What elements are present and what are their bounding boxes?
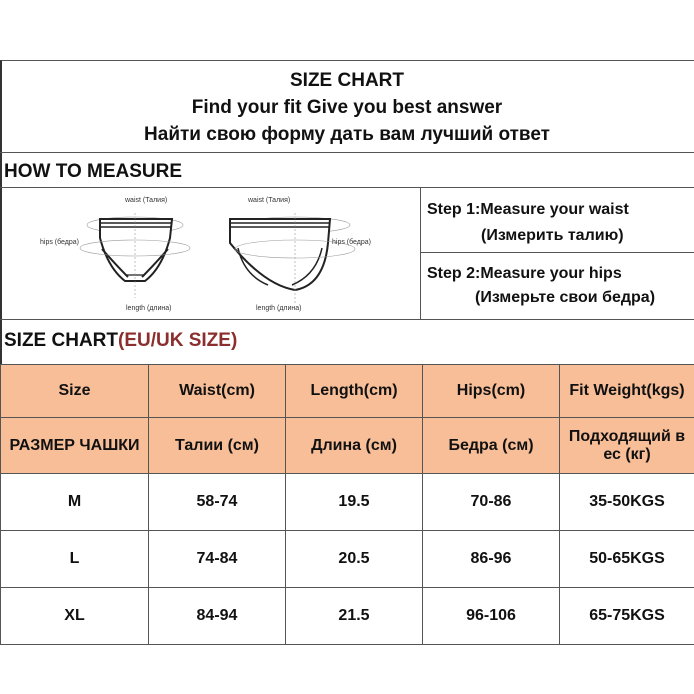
table-row — [1, 531, 694, 588]
table-header-row-russian — [1, 418, 694, 474]
table-cell: 20.5 — [286, 531, 423, 588]
divider — [0, 152, 694, 153]
subtitle-english: Find your fit Give you best answer — [191, 97, 503, 118]
table-cell: 58-74 — [149, 474, 286, 531]
brief-back-illustration — [230, 213, 355, 303]
table-cell: 84-94 — [149, 588, 286, 645]
header-cell: РАЗМЕР ЧАШКИ — [1, 418, 149, 474]
header-cell: Length(cm) — [286, 365, 423, 418]
size-chart-heading — [4, 330, 237, 352]
size-chart-heading-accent: (EU/UK SIZE) — [118, 330, 238, 351]
size-table — [0, 364, 694, 645]
table-row — [1, 474, 694, 531]
length-label: length (длина) — [256, 305, 302, 312]
chart-header — [0, 60, 694, 152]
chart-title: SIZE CHART — [290, 70, 404, 91]
step-2-text: Step 2:Measure your hips — [427, 265, 622, 282]
hips-label: hips (бедра) — [332, 239, 371, 246]
waist-label: waist (Талия) — [125, 197, 168, 204]
header-cell: Длина (см) — [286, 418, 423, 474]
step-1-text: Step 1:Measure your waist — [427, 201, 629, 218]
header-cell: Подходящий в ес (кг) — [560, 418, 694, 474]
waist-label: waist (Талия) — [248, 197, 291, 204]
header-cell: Hips(cm) — [423, 365, 560, 418]
table-cell: M — [1, 474, 149, 531]
table-row — [1, 588, 694, 645]
table-header-row-english — [1, 365, 694, 418]
header-cell: Waist(cm) — [149, 365, 286, 418]
table-cell: XL — [1, 588, 149, 645]
table-cell: 21.5 — [286, 588, 423, 645]
header-cell: Fit Weight(kgs) — [560, 365, 694, 418]
table-cell: 96-106 — [423, 588, 560, 645]
hips-label: hips (бедра) — [40, 239, 79, 246]
header-cell: Талии (см) — [149, 418, 286, 474]
subtitle-russian: Найти свою форму дать вам лучший ответ — [144, 124, 550, 145]
table-cell: L — [1, 531, 149, 588]
how-to-measure-heading: HOW TO MEASURE — [4, 161, 183, 182]
table-cell: 65-75KGS — [560, 588, 694, 645]
measure-steps — [420, 188, 694, 319]
brief-front-illustration — [80, 213, 190, 298]
measurement-diagram — [30, 193, 410, 313]
table-cell: 86-96 — [423, 531, 560, 588]
divider — [421, 252, 694, 253]
table-cell: 19.5 — [286, 474, 423, 531]
table-cell: 70-86 — [423, 474, 560, 531]
divider — [0, 319, 694, 320]
header-cell: Size — [1, 365, 149, 418]
size-chart-heading-text: SIZE CHART — [4, 330, 118, 351]
table-cell: 74-84 — [149, 531, 286, 588]
table-cell: 50-65KGS — [560, 531, 694, 588]
step-2-russian: (Измерьте свои бедра) — [475, 289, 656, 306]
table-cell: 35-50KGS — [560, 474, 694, 531]
length-label: length (длина) — [126, 305, 172, 312]
step-1-russian: (Измерить талию) — [481, 227, 624, 244]
header-cell: Бедра (см) — [423, 418, 560, 474]
